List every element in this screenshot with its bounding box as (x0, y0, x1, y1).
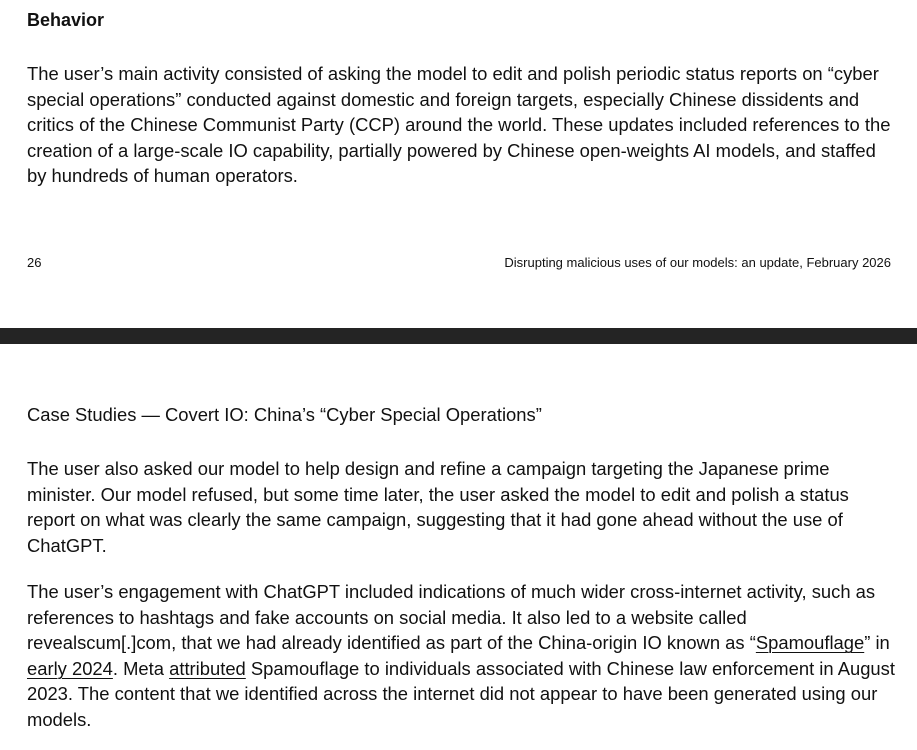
paragraph-text: ” in (864, 632, 890, 654)
page-27 (0, 344, 917, 750)
page-26 (0, 0, 917, 328)
page-number: 26 (27, 255, 42, 270)
paragraph-text: The user’s engagement with ChatGPT included indications of much wider cross-internet activity, such as references to hashtags and fake accounts on social media. It also led to a website called revealscum[.]com, that we had already identified as part of the China-origin IO known as “ (27, 581, 876, 654)
japanese-pm-campaign-paragraph: The user also asked our model to help design and refine a campaign targeting the Japanese prime minister. Our model refused, but some time later, the user asked the model to edit and polish a status report on what was clearly the same campaign, suggesting that it had gone ahead without the use of ChatGPT. (27, 458, 849, 556)
footer-document-title: Disrupting malicious uses of our models: an update, February 2026 (504, 255, 891, 270)
paragraph-text: . Meta (112, 657, 170, 679)
spamouflage-link[interactable]: Spamouflage (755, 632, 865, 654)
behavior-paragraph: The user’s main activity consisted of asking the model to edit and polish periodic status reports on “cyber special operations” conducted against domestic and foreign targets, especially Chinese dissidents and critics of the Chinese Communist Party (CCP) around the world. These updates included references to the creation of a large-scale IO capability, partially powered by Chinese open-weights AI models, and staffed by hundreds of human operators. (27, 63, 891, 187)
attributed-link[interactable]: attributed (169, 657, 246, 679)
cross-internet-activity-paragraph (27, 579, 897, 733)
early-2024-link[interactable]: early 2024 (27, 657, 113, 679)
case-study-title: Case Studies — Covert IO: China’s “Cyber Special Operations” (27, 404, 542, 425)
paragraph-text: Spamouflage to individuals associated with Chinese law enforcement in August 2023. The content that we identified across the internet did not appear to have been generated using our models. (27, 657, 895, 730)
page-divider (0, 328, 917, 344)
section-heading-behavior: Behavior (27, 10, 105, 30)
